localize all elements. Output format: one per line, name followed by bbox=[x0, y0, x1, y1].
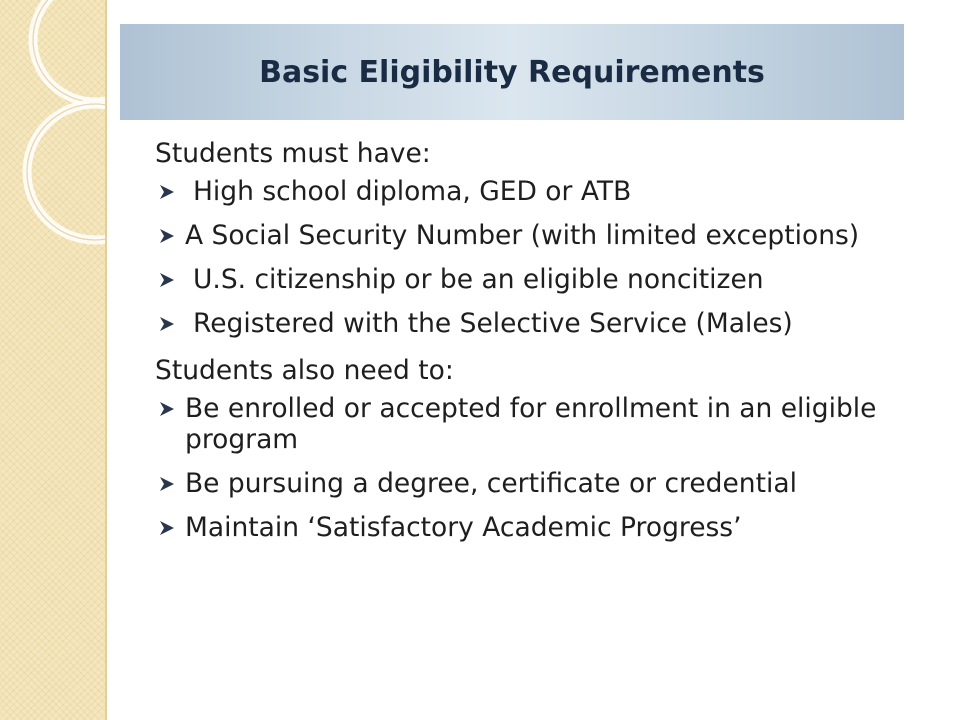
arrowhead-bullet-icon bbox=[159, 184, 175, 200]
list-item bbox=[155, 264, 945, 295]
list-item-text: Maintain ‘Satisfactory Academic Progress’ bbox=[185, 512, 742, 543]
list-item-text: A Social Security Number (with limited exceptions) bbox=[185, 220, 860, 251]
arrowhead-bullet-icon bbox=[159, 476, 175, 492]
list-item bbox=[155, 468, 945, 499]
slide-title: Basic Eligibility Requirements bbox=[259, 54, 765, 90]
list-item-text: High school diploma, GED or ATB bbox=[193, 176, 632, 207]
requirements-list bbox=[155, 176, 945, 339]
slide-content bbox=[155, 132, 945, 556]
title-bar bbox=[120, 24, 904, 120]
arrowhead-bullet-icon bbox=[159, 520, 175, 536]
arrowhead-bullet-icon bbox=[159, 272, 175, 288]
decorative-side-band bbox=[0, 0, 107, 720]
arrowhead-bullet-icon bbox=[159, 316, 175, 332]
list-item-text: U.S. citizenship or be an eligible noncitizen bbox=[193, 264, 764, 295]
decorative-circles bbox=[0, 0, 105, 720]
list-item bbox=[155, 220, 945, 251]
list-item-text: Be enrolled or accepted for enrollment in an eligible program bbox=[185, 393, 877, 455]
list-item bbox=[155, 176, 945, 207]
list-item-text: Be pursuing a degree, certificate or credential bbox=[185, 468, 797, 499]
additional-requirements-list bbox=[155, 393, 945, 543]
list-item bbox=[155, 393, 945, 455]
section-heading-must-have: Students must have: bbox=[155, 138, 431, 169]
section-heading-also-need: Students also need to: bbox=[155, 355, 454, 386]
list-item bbox=[155, 308, 945, 339]
list-item bbox=[155, 512, 945, 543]
arrowhead-bullet-icon bbox=[159, 228, 175, 244]
arrowhead-bullet-icon bbox=[159, 401, 175, 417]
list-item-text: Registered with the Selective Service (Males) bbox=[193, 308, 793, 339]
